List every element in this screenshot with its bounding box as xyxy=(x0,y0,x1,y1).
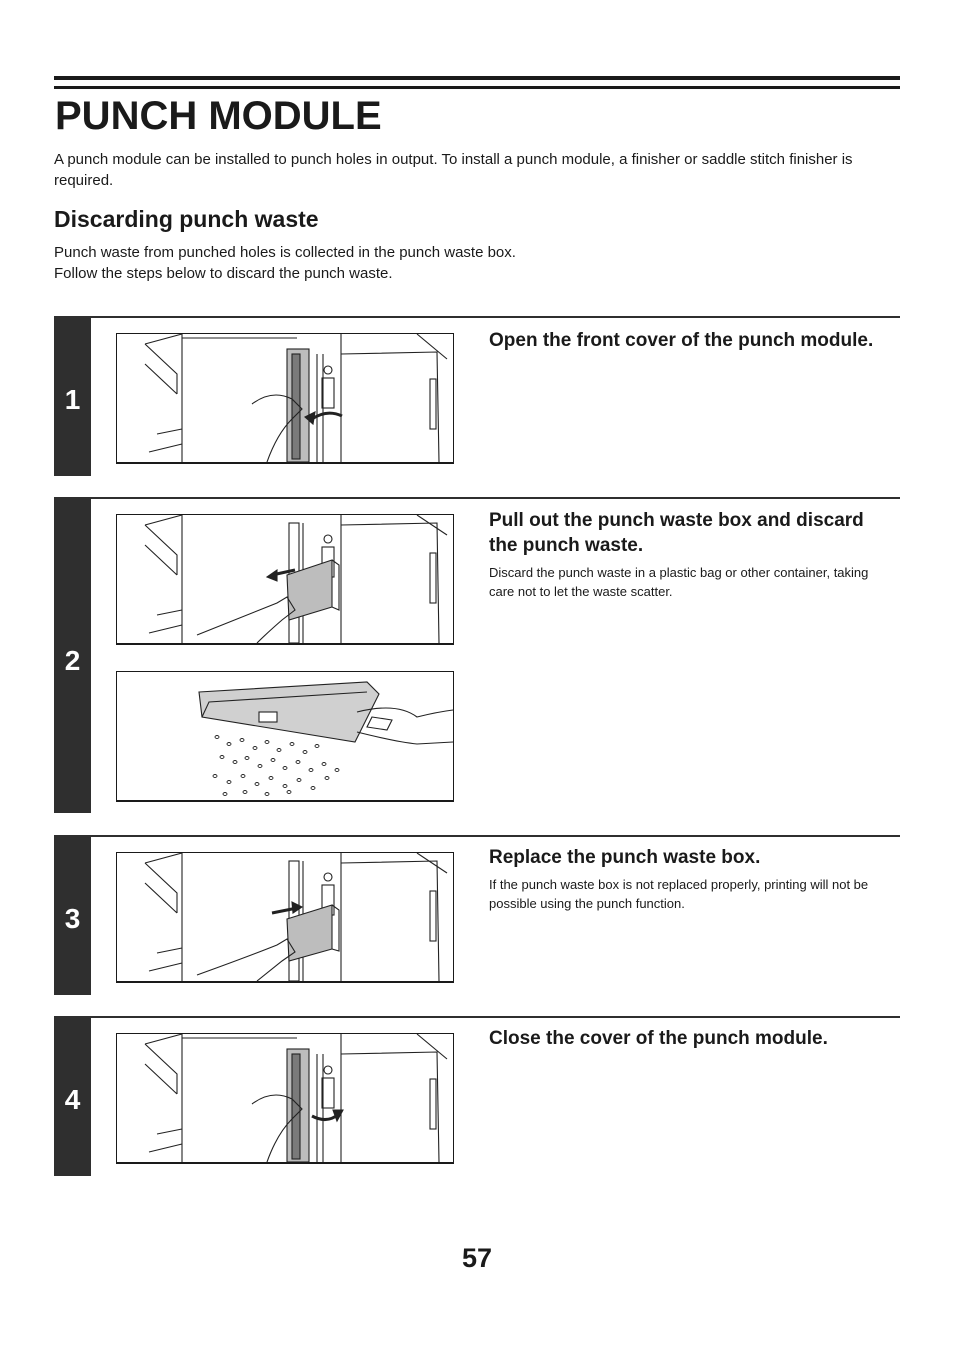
open-cover-illustration xyxy=(116,333,454,464)
section-description xyxy=(54,242,900,284)
discard-waste-illustration xyxy=(116,671,454,802)
section-title: Discarding punch waste xyxy=(54,206,319,232)
step-1 xyxy=(54,316,900,476)
step-heading: Close the cover of the punch module. xyxy=(489,1028,828,1049)
section-desc-line-2: Follow the steps below to discard the punch waste. xyxy=(54,265,393,282)
step-number: 2 xyxy=(64,645,81,676)
section-desc-line-1: Punch waste from punched holes is collected in the punch waste box. xyxy=(54,244,516,261)
replace-box-illustration xyxy=(116,852,454,983)
step-heading: Pull out the punch waste box and discard the punch waste. xyxy=(489,510,864,556)
header-rule-top xyxy=(54,76,900,80)
step-number: 1 xyxy=(64,384,81,415)
step-rule xyxy=(91,316,900,318)
page-number: 57 xyxy=(461,1243,493,1273)
step-rule xyxy=(91,1016,900,1018)
close-cover-illustration xyxy=(116,1033,454,1164)
step-rule xyxy=(91,835,900,837)
pull-out-box-illustration xyxy=(116,514,454,645)
step-heading: Open the front cover of the punch module. xyxy=(489,330,874,351)
step-2 xyxy=(54,497,900,813)
step-4 xyxy=(54,1016,900,1176)
step-number: 4 xyxy=(64,1084,81,1115)
step-note: Discard the punch waste in a plastic bag or other container, taking care not to let the waste scatter. xyxy=(489,565,869,599)
step-heading: Replace the punch waste box. xyxy=(489,847,761,868)
step-rule xyxy=(91,497,900,499)
intro-text: A punch module can be installed to punch holes in output. To install a punch module, a finisher or saddle stitch finisher is required. xyxy=(54,151,853,189)
step-note: If the punch waste box is not replaced properly, printing will not be possible using the punch function. xyxy=(489,877,869,911)
step-3 xyxy=(54,835,900,995)
header-rule-bottom xyxy=(54,86,900,89)
step-number: 3 xyxy=(64,903,81,934)
page-title: PUNCH MODULE xyxy=(55,94,382,138)
